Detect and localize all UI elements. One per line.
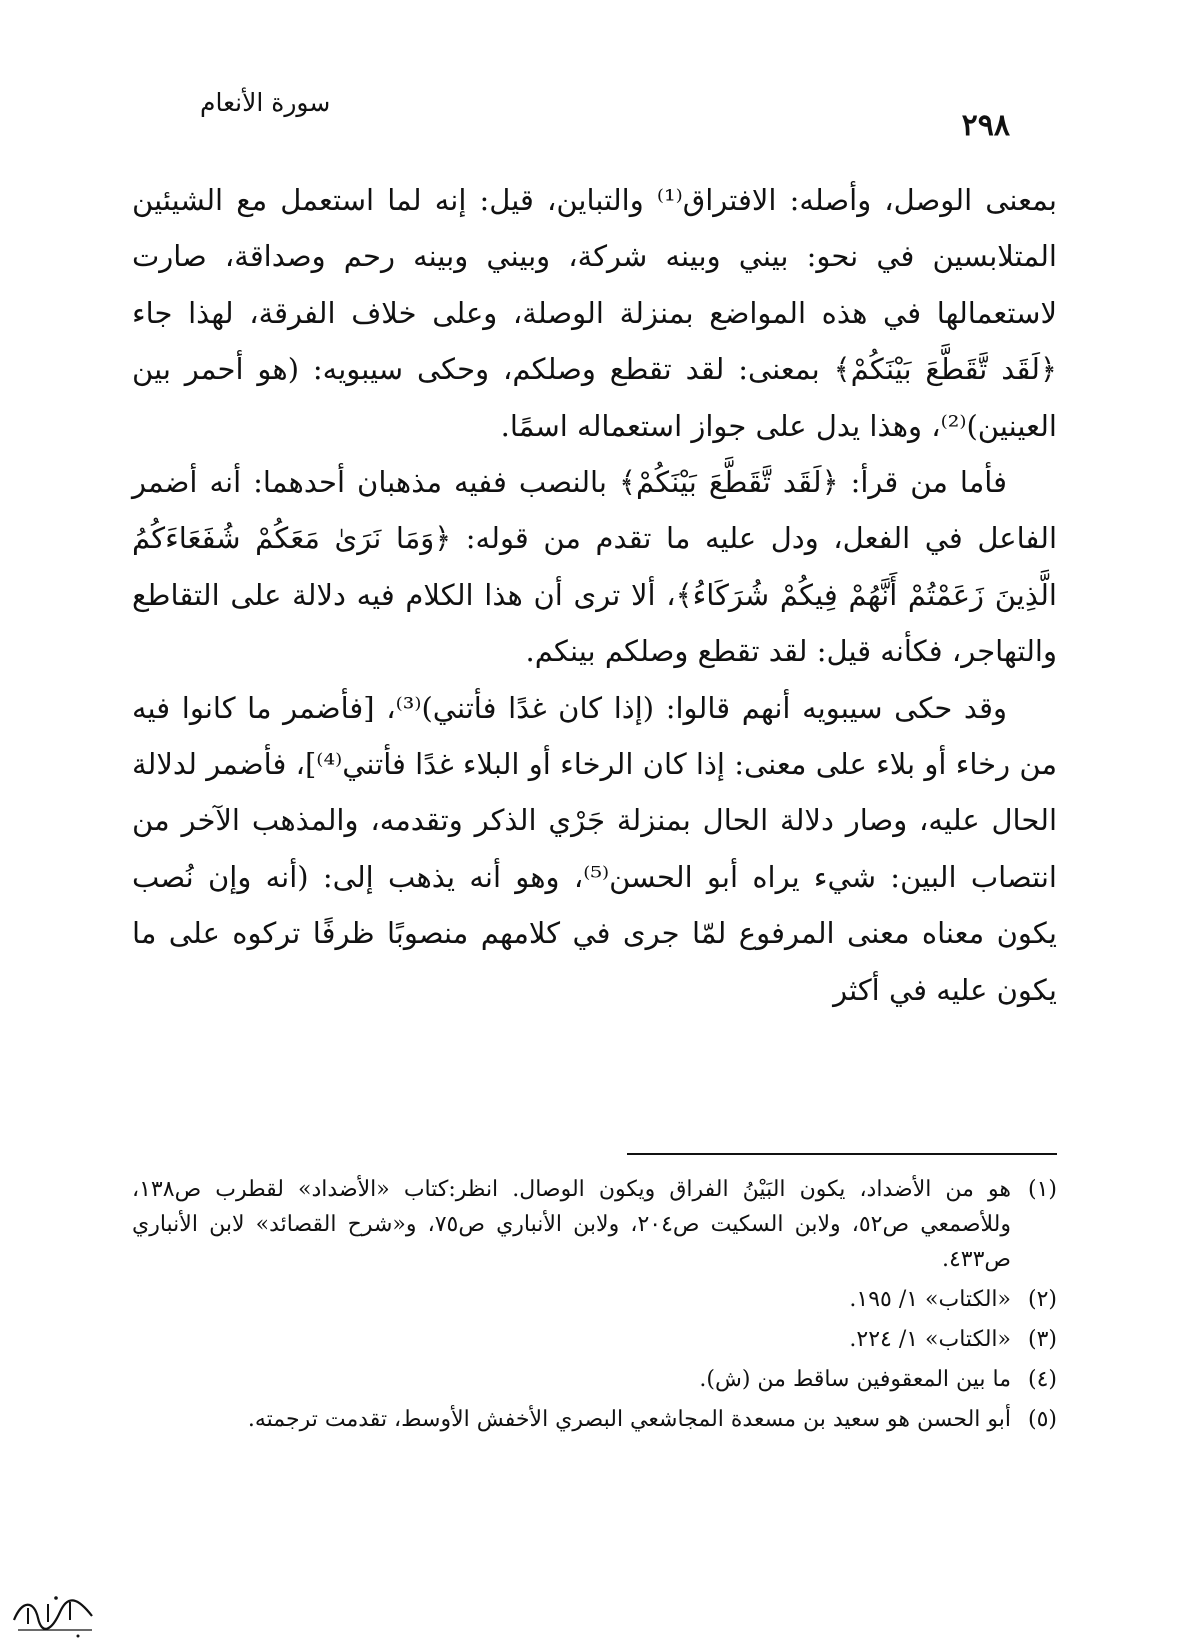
footnote-text: ما بين المعقوفين ساقط من (ش). <box>699 1367 1011 1392</box>
footnote-text: «الكتاب» ١/ ٢٢٤. <box>849 1327 1011 1352</box>
paragraph-1: بمعنى الوصل، وأصله: الافتراق⁽¹⁾ والتباين، قيل: إنه لما استعمل مع الشيئين المتلابسين في نحو: بيني وبينه شركة، وبيني وبينه رحم وصداقة، صارت لاستعمالها في هذه المواضع بمنزلة الوصلة، وعلى خلاف الفرقة، لهذا جاء ﴿لَقَد تَّقَطَّعَ بَيْنَكُمْ﴾ بمعنى: لقد تقطع وصلكم، وحكى سيبويه: (هو أحمر بين العينين)⁽²⁾، وهذا يدل على جواز استعماله اسمًا. <box>132 183 1057 443</box>
footnote-number: (١) <box>1027 1177 1057 1202</box>
publisher-logo <box>8 1590 100 1642</box>
page-header <box>200 88 1010 143</box>
footnote-number: (٤) <box>1027 1367 1057 1392</box>
footnote-2 <box>132 1282 1057 1317</box>
footnote-number: (٥) <box>1027 1407 1057 1432</box>
footnote-3 <box>132 1322 1057 1357</box>
running-title: سورة الأنعام <box>200 88 331 117</box>
footnotes <box>132 1172 1057 1442</box>
footnote-separator <box>627 1153 1057 1155</box>
footnote-text: أبو الحسن هو سعيد بن مسعدة المجاشعي البصري الأخفش الأوسط، تقدمت ترجمته. <box>247 1407 1011 1432</box>
footnote-number: (٣) <box>1027 1327 1057 1352</box>
main-text <box>132 172 1057 1018</box>
footnote-text: هو من الأضداد، يكون البَيْنُ الفراق ويكون الوصال. انظر:كتاب «الأضداد» لقطرب ص١٣٨، وللأصمعي ص٥٢، ولابن السكيت ص٢٠٤، ولابن الأنباري ص٧٥، و«شرح القصائد» لابن الأنباري ص٤٣٣. <box>132 1177 1012 1272</box>
footnote-5 <box>132 1402 1057 1437</box>
page-number: ٢٩٨ <box>961 108 1010 143</box>
footnote-1 <box>132 1172 1057 1277</box>
footnote-number: (٢) <box>1027 1287 1057 1312</box>
paragraph-2: فأما من قرأ: ﴿لَقَد تَّقَطَّعَ بَيْنَكُمْ﴾ بالنصب ففيه مذهبان أحدهما: أنه أضمر الفاعل في الفعل، ودل عليه ما تقدم من قوله: ﴿وَمَا نَرَىٰ مَعَكُمْ شُفَعَاءَكُمُ الَّذِينَ زَعَمْتُمْ أَنَّهُمْ فِيكُمْ شُرَكَاءُ﴾، ألا ترى أن هذا الكلام فيه دلالة على التقاطع والتهاجر، فكأنه قيل: لقد تقطع وصلكم بينكم. <box>132 465 1057 669</box>
paragraph-3: وقد حكى سيبويه أنهم قالوا: (إذا كان غدًا فأتني)⁽³⁾، [فأضمر ما كانوا فيه من رخاء أو بلاء على معنى: إذا كان الرخاء أو البلاء غدًا فأتني⁽⁴⁾]، فأضمر لدلالة الحال عليه، وصار دلالة الحال بمنزلة جَرْي الذكر وتقدمه، والمذهب الآخر من انتصاب البين: شيء يراه أبو الحسن⁽⁵⁾، وهو أنه يذهب إلى: (أنه وإن نُصب يكون معناه معنى المرفوع لمّا جرى في كلامهم منصوبًا ظرفًا تركوه على ما يكون عليه في أكثر <box>132 690 1057 1007</box>
footnote-4 <box>132 1362 1057 1397</box>
footnote-text: «الكتاب» ١/ ١٩٥. <box>849 1287 1011 1312</box>
